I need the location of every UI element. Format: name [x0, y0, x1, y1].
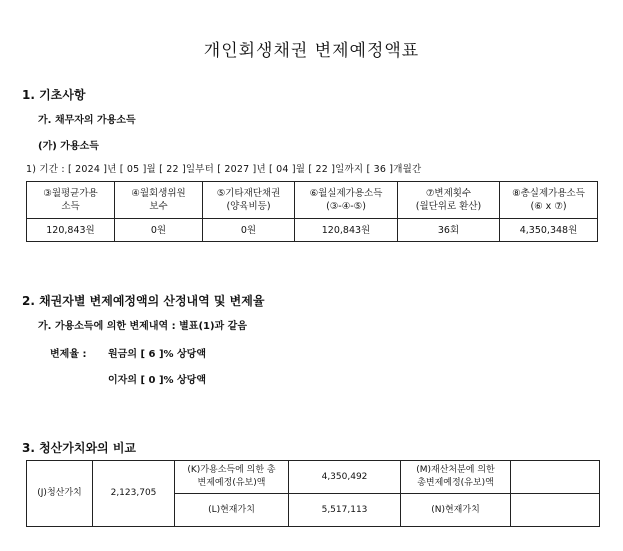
header-line: ⑦변제횟수 — [425, 188, 472, 199]
header-cell — [27, 182, 115, 219]
header-line: ④월회생위원 — [131, 188, 186, 199]
period-line: 1) 기간 : [ 2024 ]년 [ 05 ]월 [ 22 ]일부터 [ 2027 ]년 [ 04 ]월 [ 22 ]일까지 [ 36 ]개월간 — [26, 164, 422, 175]
header-cell — [500, 182, 598, 219]
liquidation-table — [26, 460, 600, 527]
m-label-cell — [401, 461, 511, 494]
header-line: ⑥월실제가용소득 — [309, 188, 383, 199]
header-line: (양육비등) — [226, 201, 271, 212]
header-line: ⑤기타재단채권 — [216, 188, 281, 199]
section2-sub-a: 가. 가용소득에 의한 변제내역 : 별표(1)과 같음 — [38, 321, 248, 332]
header-cell — [115, 182, 203, 219]
header-line: ⑧총실제가용소득 — [512, 188, 585, 199]
value-cell: 0원 — [203, 219, 295, 242]
income-table-header-row — [27, 182, 598, 219]
header-cell — [295, 182, 398, 219]
value-cell: 4,350,348원 — [500, 219, 598, 242]
value-cell: 120,843원 — [295, 219, 398, 242]
header-cell — [398, 182, 500, 219]
section2-heading: 2. 채권자별 변제예정액의 산정내역 및 변제율 — [22, 294, 265, 308]
principal-rate: 원금의 [ 6 ]% 상당액 — [108, 349, 207, 360]
m-label-line: (M)재산처분에 의한 — [416, 465, 495, 475]
j-value-cell: 2,123,705 — [93, 461, 175, 527]
k-label-line: 변제예정(유보)액 — [197, 478, 266, 488]
m-label-line: 총변제예정(유보)액 — [417, 478, 494, 488]
section1-heading: 1. 기초사항 — [22, 88, 86, 102]
value-cell: 0원 — [115, 219, 203, 242]
n-label-cell: (N)현재가치 — [401, 494, 511, 527]
header-line: 소득 — [61, 201, 80, 212]
k-value-cell: 4,350,492 — [289, 461, 401, 494]
section1-sub-a: 가. 채무자의 가용소득 — [38, 115, 136, 126]
header-line: ③월평균가용 — [43, 188, 98, 199]
header-cell — [203, 182, 295, 219]
document-title: 개인회생채권 변제예정액표 — [203, 41, 420, 61]
j-label-cell: (J)청산가치 — [27, 461, 93, 527]
liquidation-row-1 — [27, 461, 600, 494]
section3-heading: 3. 청산가치와의 비교 — [22, 441, 137, 455]
n-value-cell — [511, 494, 600, 527]
header-line: (③-④-⑤) — [326, 201, 366, 212]
header-line: (월단위로 환산) — [415, 201, 482, 212]
l-label-cell: (L)현재가치 — [175, 494, 289, 527]
section1-sub-ga: (가) 가용소득 — [38, 141, 99, 152]
m-value-cell — [511, 461, 600, 494]
header-line: 보수 — [149, 201, 168, 212]
repayment-rate-label: 변제율 : — [50, 349, 87, 360]
income-table-value-row — [27, 219, 598, 242]
interest-rate: 이자의 [ 0 ]% 상당액 — [108, 375, 207, 386]
l-value-cell: 5,517,113 — [289, 494, 401, 527]
income-table — [26, 181, 598, 242]
k-label-line: (K)가용소득에 의한 총 — [187, 465, 276, 475]
header-line: (⑥ x ⑦) — [530, 201, 567, 212]
value-cell: 36회 — [398, 219, 500, 242]
k-label-cell — [175, 461, 289, 494]
value-cell: 120,843원 — [27, 219, 115, 242]
